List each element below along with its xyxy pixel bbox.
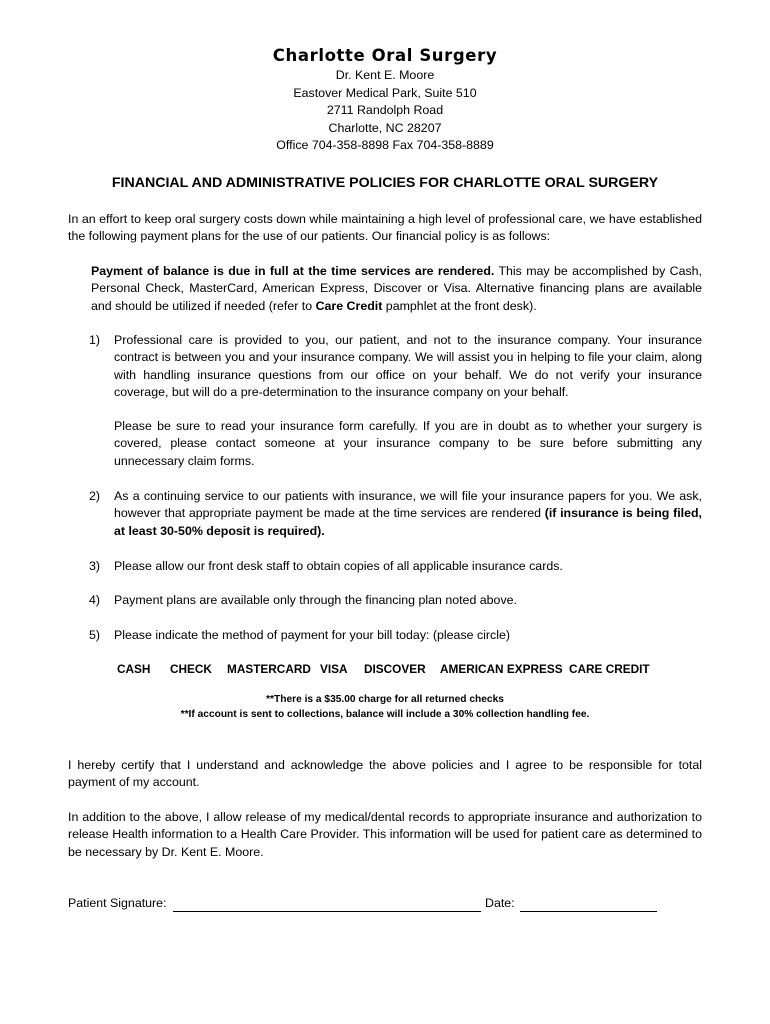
method-cash[interactable]: CASH [117, 662, 151, 676]
item-number: 3) [89, 559, 101, 573]
payment-paragraph [91, 263, 702, 315]
item-text-plain: As a continuing service to our patients with insurance, we will file your insurance papers for you. We ask, however that appropriate payment be made at the time services are rendered [114, 489, 702, 521]
item-number: 1) [89, 333, 101, 347]
item-number: 4) [89, 593, 101, 607]
item-text: Please allow our front desk staff to obtain copies of all applicable insurance cards. [114, 559, 563, 573]
address-line1: Eastover Medical Park, Suite 510 [293, 85, 477, 100]
address-line2: 2711 Randolph Road [326, 103, 444, 118]
method-visa[interactable]: VISA [320, 662, 348, 676]
payment-bold-lead: Payment of balance is due in full at the time services are rendered. [91, 264, 495, 278]
address-block [0, 67, 770, 155]
practice-name: Charlotte Oral Surgery [272, 46, 498, 65]
item-text [114, 488, 702, 540]
signature-row [68, 895, 708, 915]
note-returned-checks: **There is a $35.00 charge for all returned checks [266, 694, 504, 705]
method-check[interactable]: CHECK [170, 662, 212, 676]
item-text-2: Please be sure to read your insurance form carefully. If you are in doubt as to whether your surgery is covered, please contact someone at your insurance company to be sure before submitting any unnecessary claim forms. [114, 419, 702, 468]
method-care-credit[interactable]: CARE CREDIT [569, 662, 650, 676]
city-state-zip: Charlotte, NC 28207 [328, 120, 442, 135]
item-number: 5) [89, 628, 101, 642]
item-text: Payment plans are available only through the financing plan noted above. [114, 593, 517, 607]
patient-signature-line[interactable] [173, 911, 481, 912]
payment-methods [0, 661, 770, 679]
item-text-bold: (if insurance is being filed, at least 30-50% deposit is required). [114, 506, 702, 538]
notes [0, 692, 770, 722]
release-paragraph: In addition to the above, I allow release of my medical/dental records to appropriate insurance and authorization to release Health information to a Health Care Provider. This information will be used for patient care as determined to be necessary by Dr. Kent E. Moore. [68, 810, 702, 859]
payment-text-a: This may be accomplished by Cash, Personal Check, MasterCard, American Express, Discover or Visa. Alternative financing plans are available and should be utilized if needed (refer to [91, 264, 702, 313]
intro-paragraph: In an effort to keep oral surgery costs down while maintaining a high level of professional care, we have established the following payment plans for the use of our patients. Our financial policy is as follows: [68, 212, 702, 244]
item-number: 2) [89, 489, 101, 503]
date-line[interactable] [520, 911, 657, 912]
method-mastercard[interactable]: MASTERCARD [227, 662, 311, 676]
note-collections: **If account is sent to collections, balance will include a 30% collection handling fee. [180, 709, 590, 720]
item-text: Please indicate the method of payment for your bill today: (please circle) [114, 628, 511, 642]
date-label: Date: [485, 896, 515, 910]
item-text: Professional care is provided to you, our patient, and not to the insurance company. Your insurance contract is between you and your insurance company. We will assist you in helping to file your claim, along with handling insurance questions from our office on your behalf. We do not verify your insurance coverage, but will do a pre-determination to the insurance company on your behalf. [114, 333, 702, 399]
care-credit-ref: Care Credit [315, 298, 383, 313]
certify-paragraph: I hereby certify that I understand and acknowledge the above policies and I agree to be responsible for total payment of my account. [68, 758, 702, 790]
policy-heading: FINANCIAL AND ADMINISTRATIVE POLICIES FOR CHARLOTTE ORAL SURGERY [111, 175, 659, 191]
payment-text-b: pamphlet at the front desk). [382, 298, 537, 313]
doctor-name: Dr. Kent E. Moore [335, 68, 435, 82]
phone-fax: Office 704-358-8898 Fax 704-358-8889 [276, 138, 494, 153]
method-discover[interactable]: DISCOVER [364, 662, 426, 676]
patient-signature-label: Patient Signature: [68, 896, 167, 910]
method-american-express[interactable]: AMERICAN EXPRESS [440, 662, 563, 676]
